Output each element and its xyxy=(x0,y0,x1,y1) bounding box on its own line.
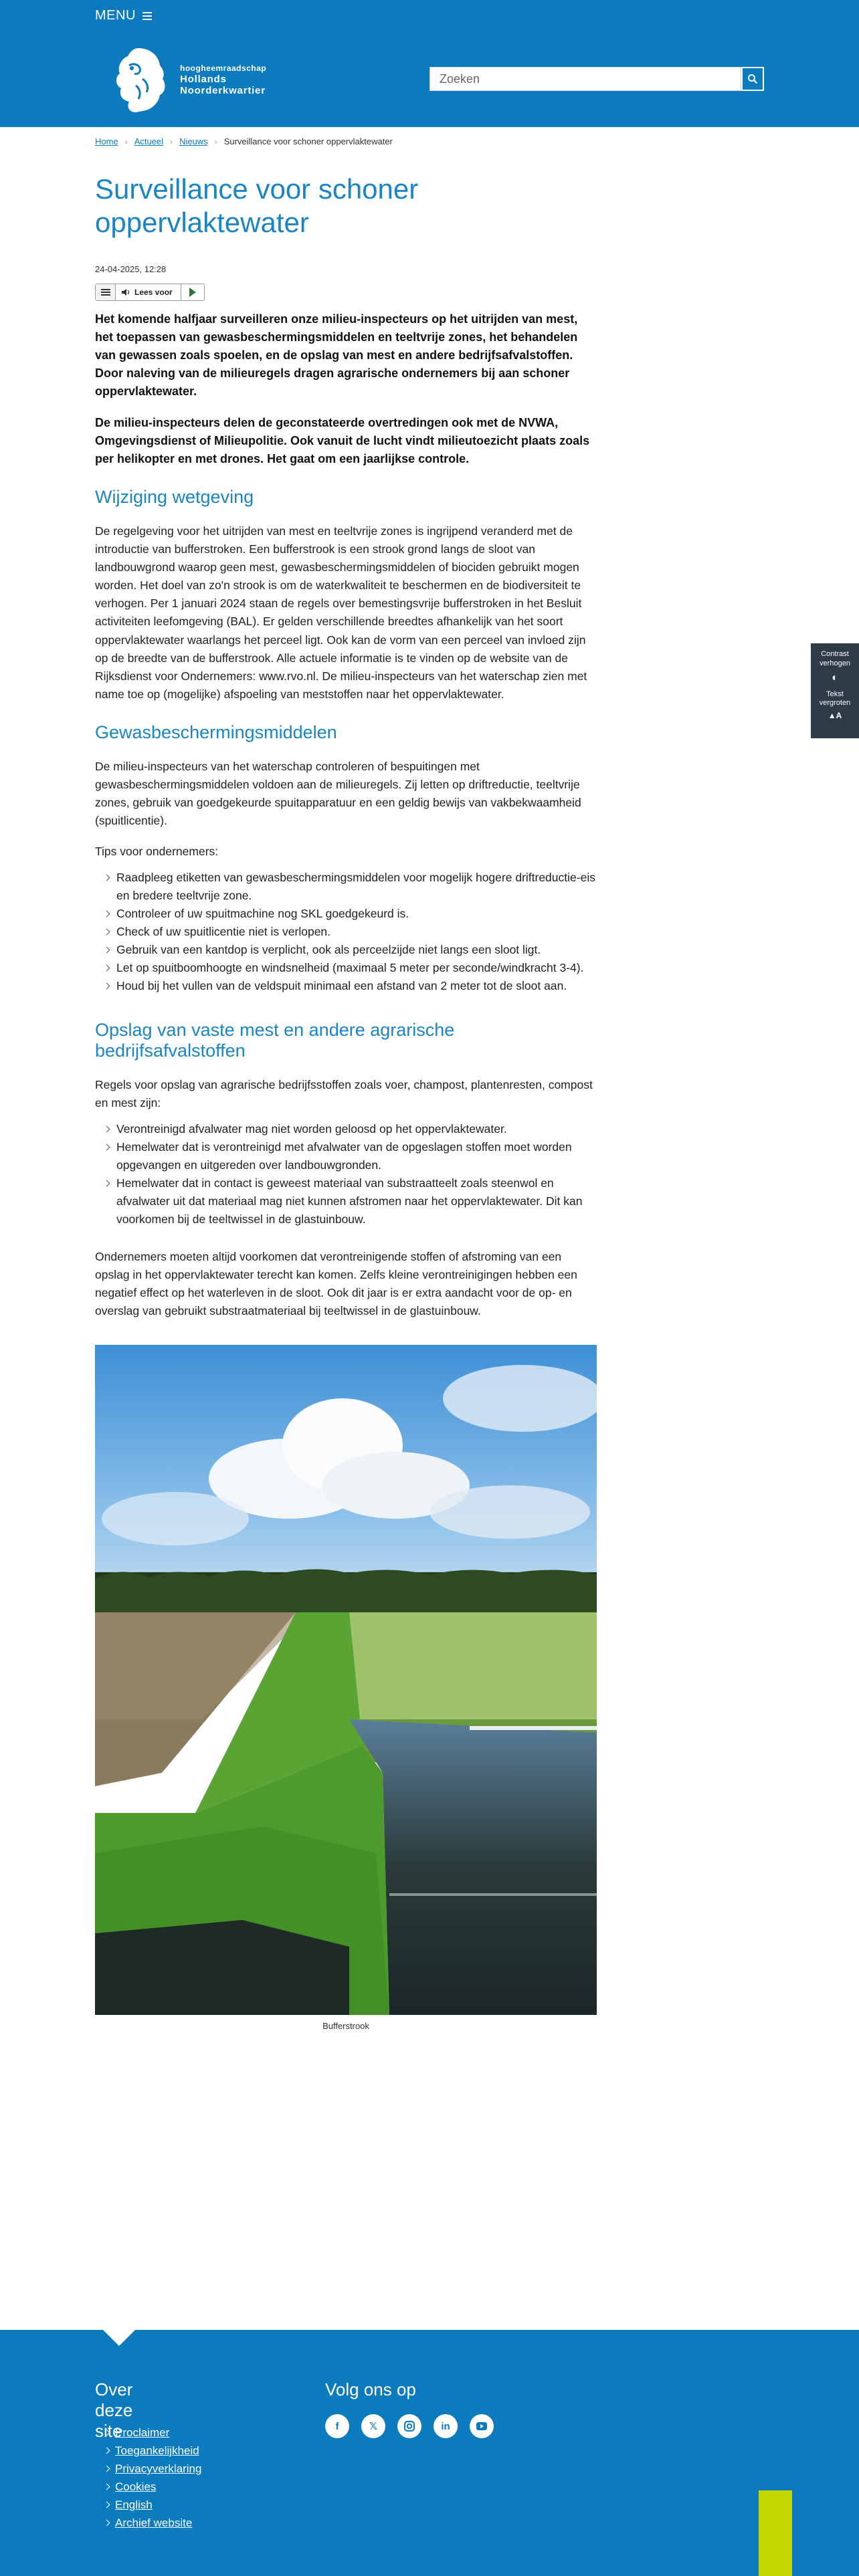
facebook-icon[interactable]: f xyxy=(325,2414,349,2438)
list-item: Hemelwater dat is verontreinigd met afvalwater van de opgeslagen stoffen moet worden opgevangen en uitgereden over landbouwgronden. xyxy=(107,1138,597,1174)
text-size-icon: ▲A xyxy=(828,711,842,720)
section-text-opslag: Regels voor opslag van agrarische bedrijfsstoffen zoals voer, champost, plantenresten, compost en mest zijn: xyxy=(95,1077,593,1109)
back-to-top-button[interactable] xyxy=(759,2490,792,2576)
section-heading-opslag: Opslag van vaste mest en andere agrarische bedrijfsafvalstoffen xyxy=(95,1019,455,1061)
footer-notch xyxy=(103,2330,135,2346)
article xyxy=(95,173,597,1332)
tips-list xyxy=(107,869,597,996)
breadcrumb-nieuws[interactable]: Nieuws xyxy=(179,136,208,146)
article-photo xyxy=(95,1345,597,2015)
closing-paragraph: Ondernemers moeten altijd voorkomen dat verontreinigende stoffen of afstroming van een opslag in het oppervlaktewater terecht kan komen. Zelfs kleine verontreinigingen hebben een negatief effect op het waterleven in de sloot. Ook dit jaar is er extra aandacht voor de op- en overslag van gebruikt substraatmateriaal bij teeltwissel in de glastuinbouw. xyxy=(95,1249,577,1317)
readspeaker-play-button[interactable] xyxy=(181,284,204,300)
list-item: Hemelwater dat in contact is geweest materiaal van substraatteelt zoals steenwol en afvalwater uit dat materiaal mag niet kunnen afstromen naar het oppervlaktewater. Dit kan voorkomen bij de teeltwissel in de glastuinbouw. xyxy=(107,1174,597,1228)
intro-paragraph-1: Het komende halfjaar surveilleren onze milieu-inspecteurs op het uitrijden van mest, het toepassen van gewasbeschermingsmiddelen en teeltvrije zones, het behandelen van gewassen zoals spoelen, en de opslag van mest en andere bedrijfsafvalstoffen. Door naleving van de milieuregels dragen agrarische ondernemers bij aan schoner oppervlaktewater. xyxy=(95,312,578,398)
play-icon xyxy=(189,288,196,297)
chevron-right-icon: › xyxy=(170,136,173,146)
footer-link-privacy[interactable]: Privacyverklaring xyxy=(115,2462,202,2475)
list-item: Let op spuitboomhoogte en windsnelheid (maximaal 5 meter per seconde/windkracht 3-4). xyxy=(107,959,597,977)
hamburger-icon xyxy=(142,12,152,20)
logo-line-2: Hollands xyxy=(180,73,227,85)
footer-link-proclaimer[interactable]: Proclaimer xyxy=(115,2426,170,2439)
list-item: Gebruik van een kantdop is verplicht, ook als perceelzijde niet langs een sloot ligt. xyxy=(107,941,597,959)
text-size-label: Tekst vergroten xyxy=(819,689,851,708)
publish-date: 24-04-2025, 12:28 xyxy=(95,263,167,274)
contrast-button[interactable] xyxy=(811,650,859,685)
page-title: Surveillance voor schoner oppervlaktewater xyxy=(95,173,419,239)
text-size-button[interactable] xyxy=(811,690,859,722)
chevron-right-icon: › xyxy=(214,136,217,146)
ditch-landscape-image xyxy=(95,1345,597,2015)
footer-link-archief[interactable]: Archief website xyxy=(115,2516,193,2529)
tips-label: Tips voor ondernemers: xyxy=(95,844,219,858)
contrast-icon: ◐ xyxy=(832,671,838,683)
list-item: Raadpleeg etiketten van gewasbeschermingsmiddelen voor mogelijk hogere driftreductie-eis en bredere teeltvrije zone. xyxy=(107,869,597,905)
youtube-icon[interactable] xyxy=(470,2414,494,2438)
x-icon[interactable]: 𝕏 xyxy=(361,2414,385,2438)
search-button[interactable] xyxy=(741,67,764,91)
breadcrumb-home[interactable]: Home xyxy=(95,136,118,146)
menu-icon xyxy=(101,289,110,296)
list-item: Check of uw spuitlicentie niet is verlopen. xyxy=(107,923,597,941)
accessibility-widget xyxy=(811,643,859,738)
readspeaker-menu-button[interactable] xyxy=(96,284,116,300)
search-input[interactable] xyxy=(430,67,741,91)
site-header xyxy=(0,0,859,127)
logo-line-1: hoogheemraadschap xyxy=(180,63,267,73)
lion-logo-icon xyxy=(109,45,168,115)
readspeaker-listen-button[interactable] xyxy=(116,284,181,300)
breadcrumb-actueel[interactable]: Actueel xyxy=(134,136,164,146)
section-heading-wetgeving: Wijziging wetgeving xyxy=(95,486,254,507)
site-footer xyxy=(0,2330,859,2576)
menu-label: MENU xyxy=(95,8,136,23)
readspeaker-label: Lees voor xyxy=(134,287,173,297)
intro-paragraph-2: De milieu-inspecteurs delen de geconstateerde overtredingen ook met de NVWA, Omgevingsdienst of Milieupolitie. Ook vanuit de lucht vindt milieutoezicht plaats zoals per helikopter en met drones. Het gaat om een jaarlijkse controle. xyxy=(95,415,590,465)
footer-follow-title: Volg ons op xyxy=(325,2379,416,2399)
logo[interactable] xyxy=(109,45,266,115)
list-item: Houd bij het vullen van de veldspuit minimaal een afstand van 2 meter tot de sloot aan. xyxy=(107,977,597,995)
breadcrumb-current: Surveillance voor schoner oppervlaktewater xyxy=(223,136,393,146)
logo-line-3: Noorderkwartier xyxy=(180,84,266,96)
contrast-label: Contrast verhogen xyxy=(820,650,850,667)
section-text-gewasbescherming: De milieu-inspecteurs van het waterschap controleren of bespuitingen met gewasbeschermingsmiddelen voldoen aan de milieuregels. Zij letten op driftreductie, teeltvrije zones, gebruik van goedgekeurde spuitapparatuur en een geldig bewijs van vakbekwaamheid (spuitlicentie). xyxy=(95,760,581,828)
menu-button[interactable] xyxy=(95,8,152,23)
breadcrumb xyxy=(95,136,393,146)
linkedin-icon[interactable]: in xyxy=(434,2414,458,2438)
footer-link-english[interactable]: English xyxy=(115,2498,153,2511)
footer-link-cookies[interactable]: Cookies xyxy=(115,2480,157,2493)
footer-links xyxy=(106,2424,240,2532)
photo-caption: Bufferstrook xyxy=(322,2021,369,2031)
list-item: Controleer of uw spuitmachine nog SKL goedgekeurd is. xyxy=(107,905,597,923)
chevron-right-icon: › xyxy=(124,136,128,146)
footer-about-title: Over deze site xyxy=(95,2379,133,2441)
instagram-icon[interactable] xyxy=(397,2414,421,2438)
speaker-icon xyxy=(121,288,130,296)
rules-list xyxy=(107,1120,597,1229)
section-heading-gewasbescherming: Gewasbeschermingsmiddelen xyxy=(95,722,337,743)
search-icon xyxy=(747,74,758,84)
footer-link-toegankelijkheid[interactable]: Toegankelijkheid xyxy=(115,2444,199,2457)
search-form xyxy=(430,67,764,91)
readspeaker-widget xyxy=(95,284,205,301)
logo-text xyxy=(180,64,266,96)
list-item: Verontreinigd afvalwater mag niet worden geloosd op het oppervlaktewater. xyxy=(107,1120,597,1138)
social-links xyxy=(325,2414,494,2438)
section-text-wetgeving: De regelgeving voor het uitrijden van mest en teeltvrije zones is ingrijpend veranderd met de introductie van bufferstroken. Een bufferstrook is een strook grond langs de sloot van landbouwgrond waarop geen mest, gewasbeschermingsmiddelen of biociden gebruikt mogen worden. Het doel van zo'n strook is om de waterkwaliteit te beschermen en de biodiversiteit te verhogen. Per 1 januari 2024 staan de regels over bemestingsvrije bufferstroken in het Besluit activiteiten leefomgeving (BAL). Er gelden verschillende breedtes afhankelijk van het soort oppervlaktewater waarlangs het perceel ligt. Ook kan de vorm van een perceel van invloed zijn op de breedte van de bufferstrook. Alle actuele informatie is te vinden op de website van de Rijksdienst voor Ondernemers: www.rvo.nl. De milieu-inspecteurs van het waterschap zien met name toe op (mogelijke) afspoeling van meststoffen naar het oppervlaktewater. xyxy=(95,524,587,701)
